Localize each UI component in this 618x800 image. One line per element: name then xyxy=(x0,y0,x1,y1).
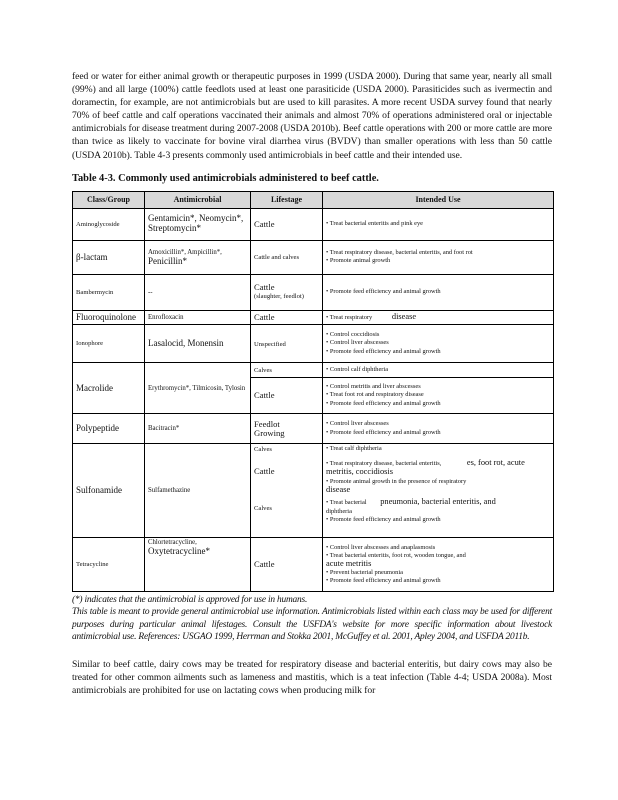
use-item-large: pneumonia, bacterial enteritis, and xyxy=(380,497,496,507)
use-item-large: disease xyxy=(326,485,351,495)
table-caption: Table 4-3. Commonly used antimicrobials administered to beef cattle. xyxy=(72,172,379,184)
lifestage-text: Cattle xyxy=(254,282,275,293)
cell-intended-use xyxy=(323,310,554,324)
use-item: • Control liver abscesses xyxy=(326,339,389,347)
cell-class: Fluoroquinolone xyxy=(73,310,145,324)
cell-class: β-lactam xyxy=(73,240,145,274)
cell-lifestage xyxy=(251,363,323,378)
header-antimicrobial: Antimicrobial xyxy=(145,191,251,208)
cell-antimicrobial: Enrofloxacin xyxy=(145,310,251,324)
cell-class: Tetracycline xyxy=(73,538,145,592)
cell-class: Polypeptide xyxy=(73,414,145,444)
antimicrobial-name-small: Chlortetracycline, xyxy=(148,539,197,547)
table-header-row xyxy=(73,191,554,208)
cell-lifestage xyxy=(251,444,323,538)
lifestage-text: Cattle xyxy=(254,466,275,477)
cell-intended-use xyxy=(323,538,554,592)
lifestage-text: Calves xyxy=(254,367,272,375)
antimicrobial-name: Penicillin* xyxy=(148,256,187,267)
antimicrobials-table xyxy=(72,191,554,592)
table-footnote-references: This table is meant to provide general antimicrobial use information. Antimicrobials listed within each class may be used for different purposes during particular animal lifestages. Consult the USFDA's website for more specific information about livestock antimicrobial use. References: USGAO 1999, Herrman and Stokka 2001, McGuffey et al. 2001, Apley 2004, and USFDA 2011b. xyxy=(72,607,552,643)
cell-antimicrobial: -- xyxy=(145,274,251,310)
use-item: • Promote feed efficiency and animal growth xyxy=(326,347,441,355)
use-item: • Promote animal growth xyxy=(326,257,391,265)
cell-class: Ionophore xyxy=(73,325,145,363)
lifestage-text: Cattle and calves xyxy=(254,254,300,262)
cell-lifestage xyxy=(251,325,323,363)
use-item-text: • Treat respiratory disease, bacterial enteritis, xyxy=(326,460,442,468)
antimicrobial-name: Lasalocid, Monensin xyxy=(148,337,224,348)
cell-antimicrobial xyxy=(145,208,251,240)
use-item xyxy=(326,459,550,478)
cell-intended-use xyxy=(323,208,554,240)
use-item: • Treat bacterial enteritis and pink eye xyxy=(326,219,424,227)
cell-class: Macrolide xyxy=(73,363,145,414)
use-item: • Promote feed efficiency and animal growth xyxy=(326,428,441,436)
cell-class: Sulfonamide xyxy=(73,444,145,538)
cell-intended-use xyxy=(323,378,554,414)
use-item: • Promote feed efficiency and animal growth xyxy=(326,577,441,585)
table-row xyxy=(73,240,554,274)
antimicrobial-name: Oxytetracycline* xyxy=(148,546,210,557)
use-item: • Promote feed efficiency and animal growth xyxy=(326,516,441,524)
lifestage-text: Feedlot xyxy=(254,418,280,429)
lifestage-text: Calves xyxy=(254,505,272,513)
cell-lifestage xyxy=(251,240,323,274)
lifestage-text: Unspecified xyxy=(254,340,286,348)
cell-intended-use xyxy=(323,444,554,538)
cell-class: Aminoglycoside xyxy=(73,208,145,240)
table-row xyxy=(73,414,554,444)
cell-intended-use xyxy=(323,363,554,378)
cell-intended-use xyxy=(323,274,554,310)
cell-intended-use xyxy=(323,414,554,444)
use-item-text: • Treat bacterial xyxy=(326,499,367,507)
cell-lifestage: Cattle xyxy=(251,208,323,240)
header-intended-use: Intended Use xyxy=(323,191,554,208)
header-lifestage: Lifestage xyxy=(251,191,323,208)
cell-intended-use xyxy=(323,325,554,363)
antimicrobial-name: Gentamicin*, Neomycin*, Streptomycin* xyxy=(148,213,244,234)
use-item: • Promote animal growth in the presence of respiratory xyxy=(326,477,467,485)
cell-antimicrobial: Sulfamethazine xyxy=(145,444,251,538)
cell-lifestage: Cattle xyxy=(251,310,323,324)
use-item: • Treat respiratory xyxy=(326,313,373,321)
cell-lifestage: Cattle xyxy=(251,538,323,592)
table-row xyxy=(73,208,554,240)
use-item: • Control coccidiosis xyxy=(326,330,380,338)
body-paragraph-1: feed or water for either animal growth or therapeutic purposes in 1999 (USDA 2000). During that same year, nearly all small (99%) and all large (100%) cattle feedlots used at least one parasiticide (USDA 2000). Parasiticides such as ivermectin and doramectin, for example, are not antimicrobials but are used to kill parasites. A more recent USDA survey found that nearly 70% of beef cattle and calf operations vaccinated their animals and almost 70% of operations administered oral or injectable antimicrobials for disease treatment during 2007-2008 (USDA 2010b). Beef cattle operations with 200 or more cattle are more than twice as likely to vaccinate for bovine viral diarrhea virus (BVDV) than smaller operations with less than 50 cattle (USDA 2010b). Table 4-3 presents commonly used antimicrobials in beef cattle and their intended use. xyxy=(72,71,552,161)
table-row xyxy=(73,274,554,310)
cell-antimicrobial: Erythromycin*, Tilmicosin, Tylosin xyxy=(145,363,251,414)
use-item: • Control liver abscesses and anaplasmosis xyxy=(326,543,436,551)
lifestage-text: Calves xyxy=(254,446,272,454)
use-item: • Promote feed efficiency and animal growth xyxy=(326,287,441,295)
use-item: • Control metritis and liver abscesses xyxy=(326,382,421,390)
use-item: diphtheria xyxy=(326,507,352,515)
use-item: • Treat bacterial enteritis, foot rot, wooden tongue, and xyxy=(326,551,466,559)
cell-class: Bambermycin xyxy=(73,274,145,310)
cell-antimicrobial xyxy=(145,325,251,363)
table-row xyxy=(73,310,554,324)
use-item: • Prevent bacterial pneumonia xyxy=(326,568,403,576)
use-item: • Treat foot rot and respiratory disease xyxy=(326,391,424,399)
cell-lifestage: Cattle xyxy=(251,378,323,414)
cell-antimicrobial: Bacitracin* xyxy=(145,414,251,444)
use-item-large: acute metritis xyxy=(326,559,372,569)
use-item: • Control calf diphtheria xyxy=(326,365,389,373)
lifestage-text: Growing xyxy=(254,427,285,438)
use-item-large: disease xyxy=(391,311,417,321)
table-row xyxy=(73,325,554,363)
table-row xyxy=(73,538,554,592)
table-footnote-asterisk: (*) indicates that the antimicrobial is approved for use in humans. xyxy=(72,595,308,606)
use-item xyxy=(326,498,550,507)
table-row xyxy=(73,363,554,378)
document-page xyxy=(72,70,552,697)
use-item: • Treat calf diphtheria xyxy=(326,445,382,453)
cell-intended-use xyxy=(323,240,554,274)
table-row xyxy=(73,444,554,538)
antimicrobial-name-small: Amoxicillin*, Ampicillin*, xyxy=(148,249,222,257)
header-class-group: Class/Group xyxy=(73,191,145,208)
use-item: • Treat respiratory disease, bacterial enteritis, and foot rot xyxy=(326,248,473,256)
cell-antimicrobial xyxy=(145,240,251,274)
cell-lifestage xyxy=(251,274,323,310)
lifestage-subtext: (slaughter, feedlot) xyxy=(254,293,304,301)
cell-lifestage xyxy=(251,414,323,444)
cell-antimicrobial xyxy=(145,538,251,592)
use-item: • Promote feed efficiency and animal growth xyxy=(326,399,441,407)
use-item-large: es, foot rot, acute metritis, coccidiosis xyxy=(326,458,525,477)
body-paragraph-2: Similar to beef cattle, dairy cows may be treated for respiratory disease and bacterial enteritis, but dairy cows may also be treated for other common ailments such as lameness and mastitis, which is a teat infection (Table 4-4; USDA 2008a). Most antimicrobials are prohibited for use on lactating cows when producing milk for xyxy=(72,658,552,696)
use-item: • Control liver abscesses xyxy=(326,420,389,428)
